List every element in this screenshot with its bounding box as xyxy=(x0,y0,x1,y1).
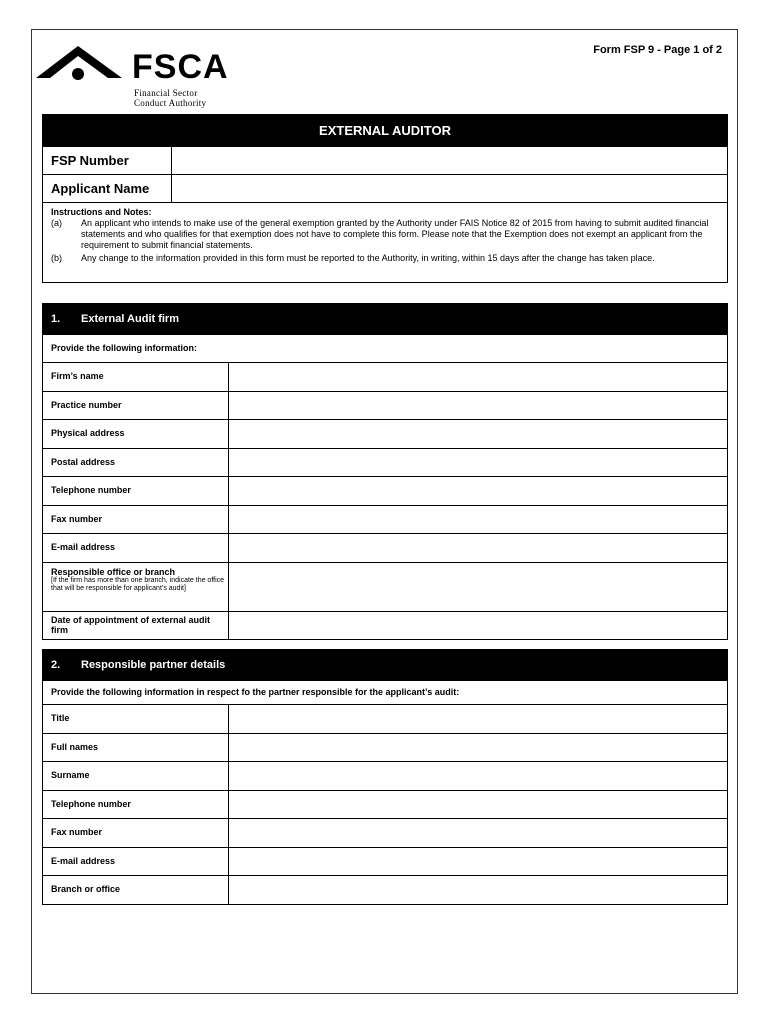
title-field[interactable] xyxy=(229,705,727,733)
full-names-label: Full names xyxy=(43,734,229,762)
fsp-number-label: FSP Number xyxy=(43,147,172,174)
fax-number-label: Fax number xyxy=(43,506,229,534)
fsp-number-field[interactable] xyxy=(172,147,727,174)
applicant-name-field[interactable] xyxy=(172,175,727,202)
responsible-office-note: [If the firm has more than one branch, indicate the office that will be responsible for applicant’s audit] xyxy=(51,576,225,592)
postal-address-field[interactable] xyxy=(229,449,727,477)
section-2-header: 2. Responsible partner details xyxy=(42,649,728,681)
telephone-number-label: Telephone number xyxy=(43,477,229,505)
form-row xyxy=(42,449,728,478)
form-row xyxy=(42,363,728,392)
partner-fax-field[interactable] xyxy=(229,819,727,847)
form-row xyxy=(42,705,728,734)
surname-field[interactable] xyxy=(229,762,727,790)
branch-or-office-field[interactable] xyxy=(229,876,727,904)
physical-address-field[interactable] xyxy=(229,420,727,448)
note-marker: (a) xyxy=(51,218,62,228)
partner-fax-label: Fax number xyxy=(43,819,229,847)
applicant-name-label: Applicant Name xyxy=(43,175,172,202)
surname-label: Surname xyxy=(43,762,229,790)
form-row xyxy=(42,612,728,640)
fax-number-field[interactable] xyxy=(229,506,727,534)
partner-telephone-field[interactable] xyxy=(229,791,727,819)
email-address-field[interactable] xyxy=(229,534,727,562)
form-row xyxy=(42,734,728,763)
form-row xyxy=(42,762,728,791)
partner-email-label: E-mail address xyxy=(43,848,229,876)
responsible-office-field[interactable] xyxy=(229,563,727,611)
form-row xyxy=(42,534,728,563)
form-row xyxy=(42,563,728,612)
firm-name-field[interactable] xyxy=(229,363,727,391)
form-row xyxy=(42,477,728,506)
telephone-number-field[interactable] xyxy=(229,477,727,505)
note-item xyxy=(51,253,719,264)
note-text: Any change to the information provided in this form must be reported to the Authority, in writing, within 15 days after the change has taken place. xyxy=(81,253,655,263)
form-row xyxy=(42,392,728,421)
note-item xyxy=(51,218,719,251)
section-1-header: 1. External Audit firm xyxy=(42,303,728,335)
title-label: Title xyxy=(43,705,229,733)
section-1-instruction: Provide the following information: xyxy=(42,335,728,363)
form-row xyxy=(42,819,728,848)
partner-telephone-label: Telephone number xyxy=(43,791,229,819)
practice-number-label: Practice number xyxy=(43,392,229,420)
roof-icon xyxy=(36,44,132,84)
firm-name-label: Firm’s name xyxy=(43,363,229,391)
fsp-number-row xyxy=(42,147,728,175)
full-names-field[interactable] xyxy=(229,734,727,762)
instructions-notes xyxy=(42,203,728,283)
form-title: EXTERNAL AUDITOR xyxy=(42,114,728,147)
email-address-label: E-mail address xyxy=(43,534,229,562)
form-row xyxy=(42,791,728,820)
branch-or-office-label: Branch or office xyxy=(43,876,229,904)
physical-address-label: Physical address xyxy=(43,420,229,448)
note-text: An applicant who intends to make use of the general exemption granted by the Authority under FAIS Notice 82 of 2015 from having to submit audited financial statements and who qualifies for that exemption does not have to complete this form. Please note that the Exemption does not exempt an applicant from the requirement to submit financial statements. xyxy=(81,218,709,250)
form-row xyxy=(42,420,728,449)
form-reference: Form FSP 9 - Page 1 of 2 xyxy=(593,44,722,56)
appointment-date-field[interactable] xyxy=(229,612,727,639)
form-row xyxy=(42,876,728,905)
logo-subtitle: Financial Sector Conduct Authority xyxy=(134,88,207,108)
note-marker: (b) xyxy=(51,253,62,263)
form-row xyxy=(42,848,728,877)
practice-number-field[interactable] xyxy=(229,392,727,420)
fsca-logo xyxy=(36,44,276,110)
responsible-office-label: Responsible office or branch [If the firm has more than one branch, indicate the office that will be responsible for applicant’s audit] xyxy=(43,563,229,611)
section-responsible-partner xyxy=(42,649,728,905)
section-2-instruction: Provide the following information in respect fo the partner responsible for the applicant’s audit: xyxy=(42,681,728,705)
applicant-name-row xyxy=(42,175,728,203)
notes-heading: Instructions and Notes: xyxy=(51,207,152,217)
logo-wordmark: FSCA xyxy=(132,48,229,86)
appointment-date-label: Date of appointment of external audit firm xyxy=(43,612,229,639)
partner-email-field[interactable] xyxy=(229,848,727,876)
form-row xyxy=(42,506,728,535)
section-external-audit-firm xyxy=(42,303,728,640)
postal-address-label: Postal address xyxy=(43,449,229,477)
